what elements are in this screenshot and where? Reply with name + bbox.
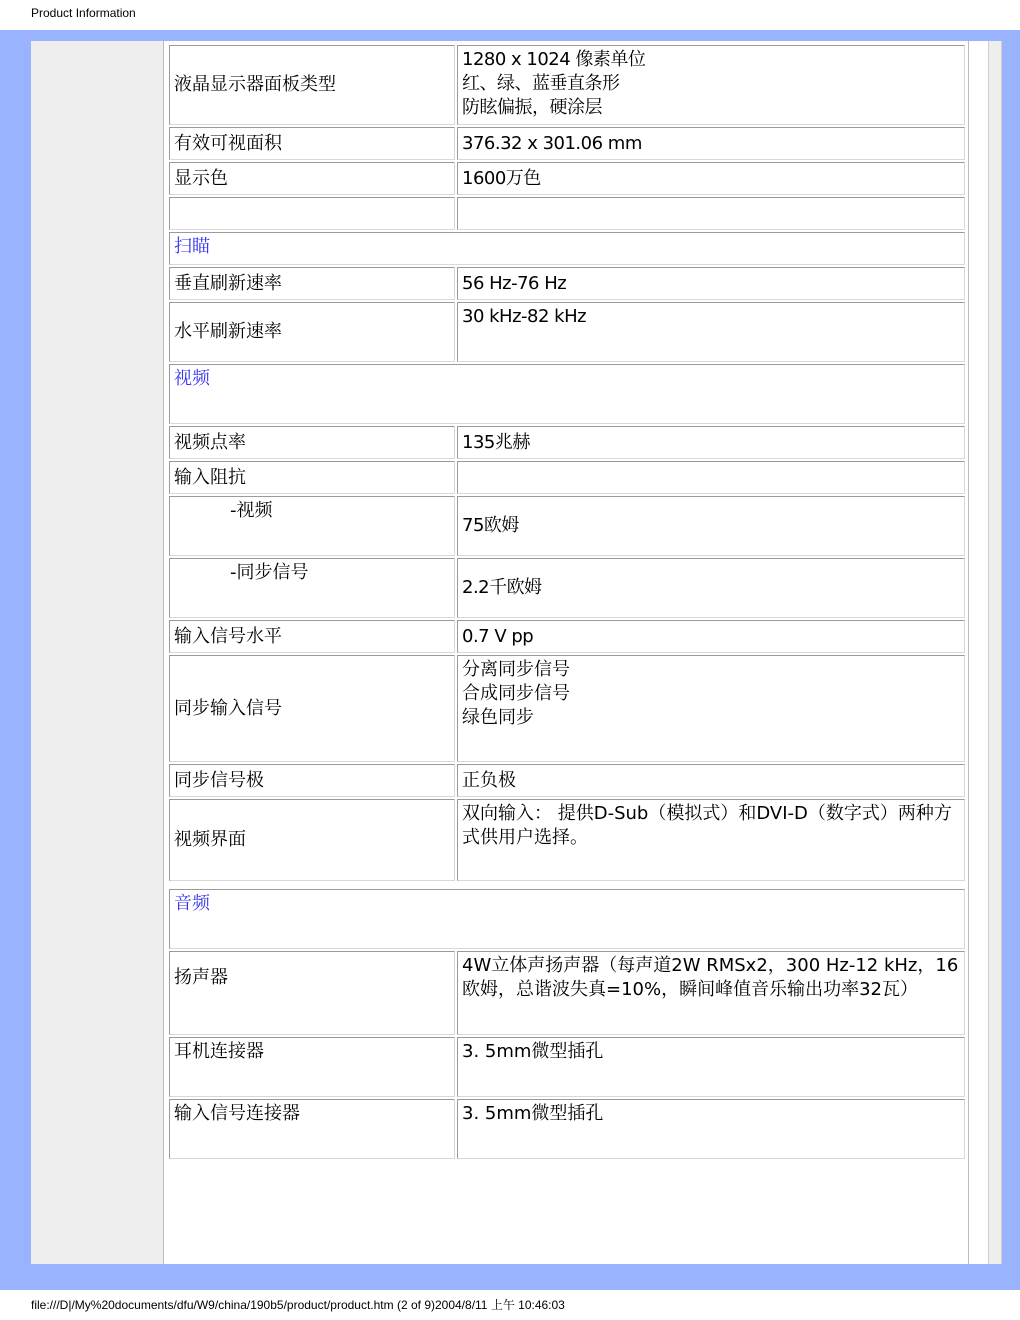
page-header-title: Product Information: [31, 6, 136, 20]
table-row: [169, 461, 965, 494]
table-row: [169, 496, 965, 556]
row-value: 2.2千欧姆: [457, 558, 965, 618]
value-line: 绿色同步: [462, 707, 534, 728]
row-label: 垂直刷新速率: [169, 267, 455, 300]
table-row: [169, 426, 965, 459]
row-label: 水平刷新速率: [169, 302, 455, 362]
row-label: 有效可视面积: [169, 127, 455, 160]
row-value: 正负极: [457, 764, 965, 797]
section-heading-scanning: 扫瞄: [169, 232, 965, 265]
row-value: [457, 655, 965, 762]
value-line: 红、绿、蓝垂直条形: [462, 73, 620, 94]
table-row: [169, 45, 965, 125]
row-label: 输入信号连接器: [169, 1099, 455, 1159]
row-value: 376.32 x 301.06 mm: [457, 127, 965, 160]
table-row: [169, 951, 965, 1035]
row-value: 135兆赫: [457, 426, 965, 459]
row-label: 视频界面: [169, 799, 455, 881]
row-label: 耳机连接器: [169, 1037, 455, 1097]
table-row: [169, 127, 965, 160]
value-line: 1280 x 1024 像素单位: [462, 49, 646, 70]
table-row: [169, 558, 965, 618]
table-row: [169, 162, 965, 195]
row-label: -视频: [169, 496, 455, 556]
spacer: [169, 883, 965, 887]
row-value: 3. 5mm微型插孔: [457, 1099, 965, 1159]
row-label: 视频点率: [169, 426, 455, 459]
table-row: [169, 764, 965, 797]
row-value: 75欧姆: [457, 496, 965, 556]
row-value: [457, 461, 965, 494]
table-row: [169, 1037, 965, 1097]
value-line: 合成同步信号: [462, 683, 570, 704]
section-row: [169, 889, 965, 949]
table-row: [169, 655, 965, 762]
section-row: [169, 364, 965, 424]
row-label: 同步信号极: [169, 764, 455, 797]
row-value: 4W立体声扬声器（每声道2W RMSx2，300 Hz-12 kHz，16欧姆，总谐波失真=10%，瞬间峰值音乐输出功率32瓦）: [457, 951, 965, 1035]
table-row: [169, 620, 965, 653]
row-value: [457, 45, 965, 125]
value-line: 分离同步信号: [462, 659, 570, 680]
section-heading-video: 视频: [169, 364, 965, 424]
row-label: 同步输入信号: [169, 655, 455, 762]
spec-table: [167, 43, 967, 1161]
row-label: 扬声器: [169, 951, 455, 1035]
spacer-row: [169, 883, 965, 887]
section-heading-audio: 音频: [169, 889, 965, 949]
scrollbar-track[interactable]: [988, 41, 1002, 1264]
value-line: 防眩偏振，硬涂层: [462, 97, 602, 118]
row-label-empty: [169, 197, 455, 230]
row-value: 0.7 V pp: [457, 620, 965, 653]
page-footer-path: file:///D|/My%20documents/dfu/W9/china/190b5/product/product.htm (2 of 9)2004/8/11 上午 10:46:03: [31, 1298, 565, 1312]
row-label: 输入阻抗: [169, 461, 455, 494]
table-row: [169, 267, 965, 300]
row-label: -同步信号: [169, 558, 455, 618]
table-row: [169, 302, 965, 362]
row-value: 3. 5mm微型插孔: [457, 1037, 965, 1097]
table-row: [169, 799, 965, 881]
table-row: [169, 1099, 965, 1159]
row-label: 液晶显示器面板类型: [169, 45, 455, 125]
content-right-divider: [968, 41, 969, 1264]
sidebar-divider: [163, 41, 164, 1264]
section-row: [169, 232, 965, 265]
row-label: 显示色: [169, 162, 455, 195]
row-value: 双向输入： 提供D-Sub（模拟式）和DVI-D（数字式）两种方式供用户选择。: [457, 799, 965, 881]
row-label: 输入信号水平: [169, 620, 455, 653]
row-value-empty: [457, 197, 965, 230]
row-value: 1600万色: [457, 162, 965, 195]
table-row: [169, 197, 965, 230]
row-value: 56 Hz-76 Hz: [457, 267, 965, 300]
left-sidebar: [31, 41, 163, 1264]
row-value: 30 kHz-82 kHz: [457, 302, 965, 362]
